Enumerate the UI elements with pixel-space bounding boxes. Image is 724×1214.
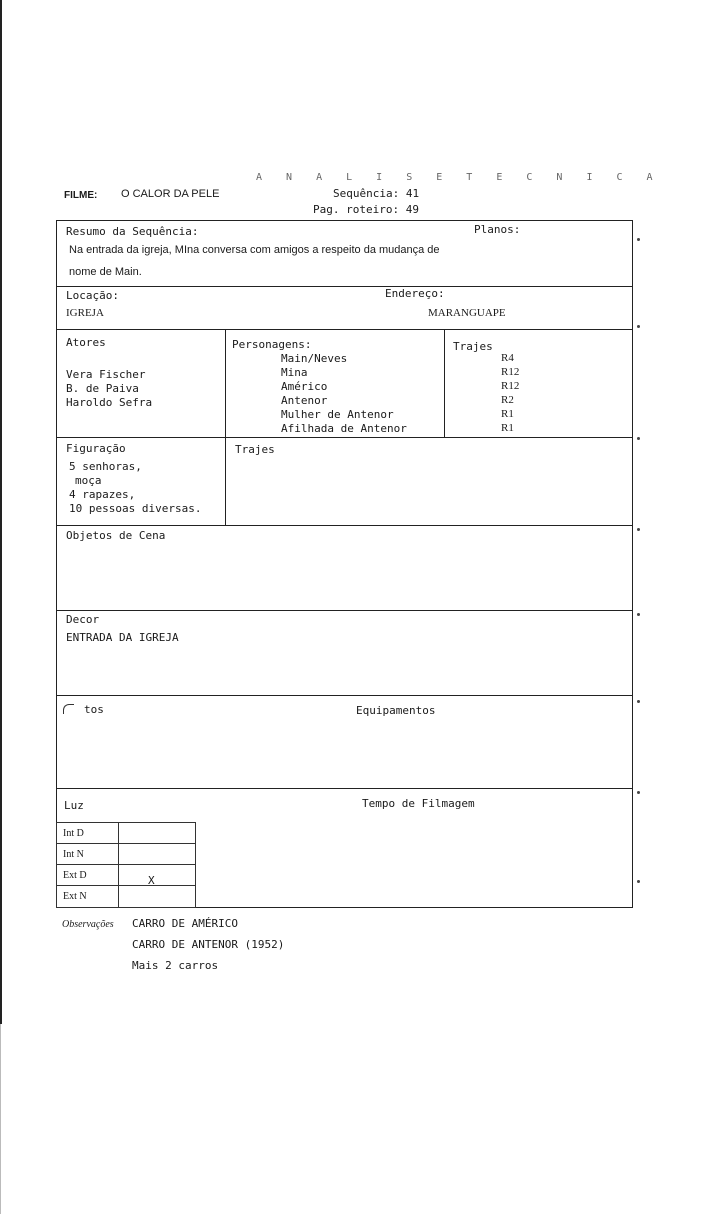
personagem-3: Américo <box>281 380 328 393</box>
resumo-line-1: Na entrada da igreja, MIna conversa com amigos a respeito da mudança de <box>69 244 440 256</box>
trajes-label: Trajes <box>453 340 493 353</box>
figuracao-item-1: 5 senhoras, <box>69 460 142 473</box>
locacao-value: IGREJA <box>66 307 104 319</box>
personagem-1: Main/Neves <box>281 352 348 365</box>
objetos-label: Objetos de Cena <box>66 529 166 542</box>
divider-decor <box>56 610 633 611</box>
traje-1: R4 <box>501 352 514 364</box>
luz-int-n: Int N <box>63 849 84 860</box>
divider-efeitos <box>56 695 633 696</box>
traje-4: R2 <box>501 394 514 406</box>
luz-ext-d-mark: X <box>148 874 155 887</box>
divider-cast <box>56 329 633 330</box>
figuracao-item-4: 10 pessoas diversas. <box>69 502 202 515</box>
personagem-4: Antenor <box>281 394 328 407</box>
equipamentos-label: Equipamentos <box>356 704 436 717</box>
scan-speck <box>637 613 640 616</box>
page-left-edge <box>0 0 2 1024</box>
ator-1: Vera Fischer <box>66 368 146 381</box>
efeitos-label: tos <box>84 703 104 716</box>
form-frame <box>56 220 633 908</box>
divider-luz <box>56 788 633 789</box>
decor-label: Decor <box>66 613 100 626</box>
film-value: O CALOR DA PELE <box>121 188 220 200</box>
resumo-label: Resumo da Sequência: <box>66 225 199 238</box>
figuracao-label: Figuração <box>66 442 126 455</box>
planos-label: Planos: <box>474 223 521 236</box>
endereco-label: Endereço: <box>385 287 445 300</box>
ator-3: Haroldo Sefra <box>66 396 153 409</box>
endereco-value: MARANGUAPE <box>428 307 506 319</box>
luz-int-d: Int D <box>63 828 84 839</box>
observacao-3: Mais 2 carros <box>132 959 219 972</box>
observacoes-label: Observações <box>62 919 114 930</box>
figuracao-item-3: 4 rapazes, <box>69 488 136 501</box>
luz-label: Luz <box>64 799 84 812</box>
ator-2: B. de Paiva <box>66 382 139 395</box>
traje-5: R1 <box>501 408 514 420</box>
form-title: A N A L I S E T E C N I C A <box>256 172 662 183</box>
scan-speck <box>637 238 640 241</box>
atores-label: Atores <box>66 336 106 349</box>
traje-6: R1 <box>501 422 514 434</box>
scan-speck <box>637 791 640 794</box>
figuracao-trajes-label: Trajes <box>235 443 275 456</box>
pag-roteiro: Pag. roteiro: 49 <box>313 203 419 216</box>
personagens-label: Personagens: <box>232 338 312 351</box>
divider-objetos <box>56 525 633 526</box>
luz-ext-n: Ext N <box>63 891 87 902</box>
handwritten-mark <box>63 704 74 714</box>
resumo-line-2: nome de Main. <box>69 266 142 278</box>
decor-value: ENTRADA DA IGREJA <box>66 631 179 644</box>
traje-3: R12 <box>501 380 520 392</box>
scan-speck <box>637 700 640 703</box>
luz-grid <box>56 822 196 908</box>
page-right-edge <box>0 1024 1 1214</box>
personagem-6: Afilhada de Antenor <box>281 422 407 435</box>
locacao-label: Locação: <box>66 289 119 302</box>
scan-speck <box>637 437 640 440</box>
scan-speck <box>637 880 640 883</box>
divider-trajes <box>444 329 445 437</box>
divider-atores <box>225 329 226 525</box>
tempo-label: Tempo de Filmagem <box>362 797 475 810</box>
observacao-2: CARRO DE ANTENOR (1952) <box>132 938 285 951</box>
luz-ext-d: Ext D <box>63 870 87 881</box>
observacao-1: CARRO DE AMÉRICO <box>132 917 238 930</box>
film-label: FILME: <box>64 190 98 201</box>
sequencia: Sequência: 41 <box>333 187 420 200</box>
divider-locacao <box>56 286 633 287</box>
scan-speck <box>637 528 640 531</box>
divider-figuracao <box>56 437 633 438</box>
scan-speck <box>637 325 640 328</box>
traje-2: R12 <box>501 366 520 378</box>
figuracao-item-2: moça <box>75 474 102 487</box>
personagem-2: Mina <box>281 366 308 379</box>
personagem-5: Mulher de Antenor <box>281 408 394 421</box>
